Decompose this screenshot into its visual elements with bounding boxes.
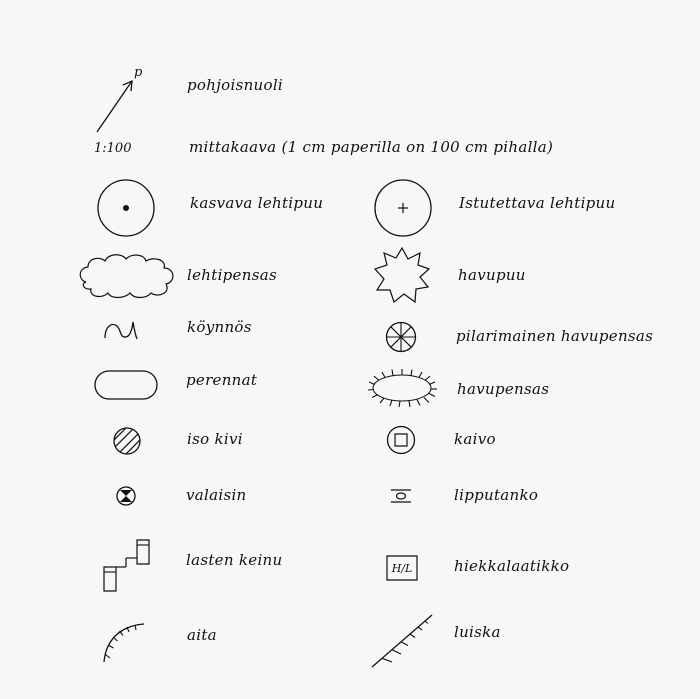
well-label: kaivo (454, 430, 496, 448)
perennials-label: perennat (186, 371, 258, 389)
north-arrow-label: pohjoisnuoli (187, 76, 284, 94)
large-rock-icon (112, 426, 142, 456)
childrens-swing-label: lasten keinu (186, 551, 283, 569)
slope-label: luiska (454, 623, 501, 641)
existing-deciduous-tree-icon (96, 178, 156, 238)
columnar-conifer-shrub-icon (385, 321, 417, 353)
north-arrow-icon (92, 66, 142, 136)
sandbox-mark: H/L (391, 562, 413, 575)
childrens-swing-icon (102, 539, 152, 593)
climbing-plant-icon (102, 318, 140, 342)
fence-icon (100, 620, 148, 664)
north-arrow-letter: p (134, 65, 143, 80)
conifer-shrub-label: havupensas (457, 380, 550, 398)
flagpole-label: lipputanko (454, 486, 539, 504)
conifer-tree-star-icon (372, 245, 432, 305)
lamp-label: valaisin (186, 486, 247, 504)
conifer-shrub-hatched-icon (365, 367, 439, 409)
slope-icon (370, 612, 434, 670)
planted-deciduous-tree-label: Istutettava lehtipuu (459, 194, 616, 212)
scale-ratio: 1:100 (94, 141, 132, 156)
planted-deciduous-tree-icon (373, 178, 433, 238)
deciduous-shrub-cloud-icon (78, 252, 178, 300)
columnar-conifer-shrub-label: pilarimainen havupensas (456, 327, 654, 345)
conifer-tree-label: havupuu (458, 266, 526, 284)
perennials-bed-icon (94, 370, 158, 400)
sandbox-icon (386, 555, 418, 581)
large-rock-label: iso kivi (187, 430, 243, 448)
flagpole-icon (390, 489, 412, 503)
well-icon (386, 425, 416, 455)
existing-deciduous-tree-label: kasvava lehtipuu (190, 194, 324, 212)
lamp-icon (116, 486, 136, 506)
scale-label: mittakaava (1 cm paperilla on 100 cm pihalla) (189, 138, 554, 156)
deciduous-shrub-label: lehtipensas (187, 266, 277, 284)
fence-label: aita (187, 626, 217, 644)
climbing-plant-label: köynnös (187, 318, 252, 336)
sandbox-label: hiekkalaatikko (454, 557, 570, 575)
